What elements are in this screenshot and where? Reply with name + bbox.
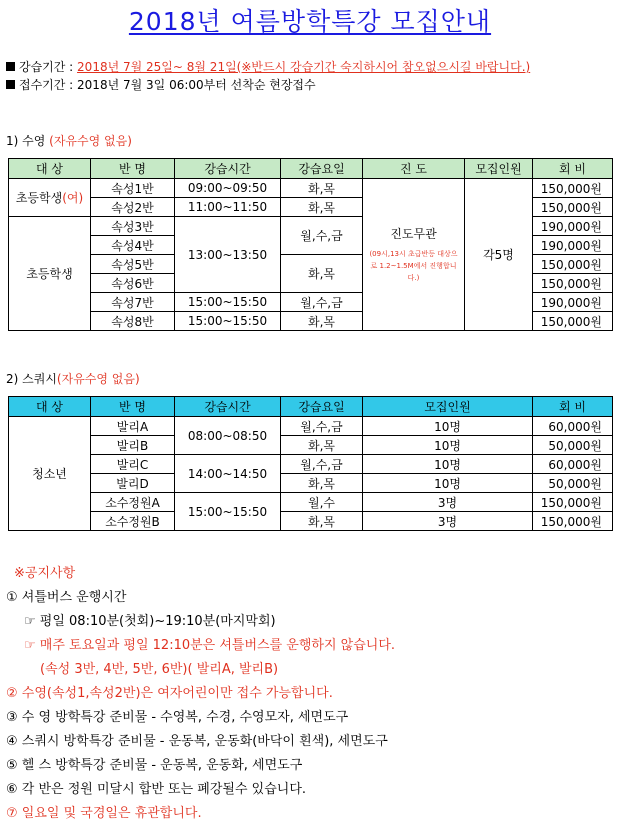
progress-cell: [363, 179, 465, 331]
progress-note: (09시,13시 초급반등 대상으로 1.2~1.5M에서 진행합니다.): [369, 250, 458, 282]
class-cell: 발리C: [91, 455, 175, 474]
fee-cell: 190,000원: [533, 217, 613, 236]
header-capacity: 모집인원: [363, 397, 533, 417]
notice-item-1b: ☞ 매주 토요일과 평일 12:10분은 셔틀버스를 운행하지 않습니다.: [24, 638, 396, 653]
class-cell: 속성8반: [91, 312, 175, 331]
fee-cell: 150,000원: [533, 255, 613, 274]
day-cell: 화,목: [281, 512, 363, 531]
squash-heading-text: 2) 스쿼시: [6, 372, 57, 386]
class-cell: 속성7반: [91, 293, 175, 312]
class-cell: 발리B: [91, 436, 175, 455]
bullet-square-icon: [6, 62, 15, 71]
fee-cell: 150,000원: [533, 179, 613, 198]
header-day: 강습요일: [281, 159, 363, 179]
swim-heading: [6, 132, 132, 149]
header-class: 반 명: [91, 397, 175, 417]
period-label: 강습기간 :: [19, 60, 78, 74]
day-cell: 화,목: [281, 312, 363, 331]
notice-item-7: ⑦ 일요일 및 국경일은 휴관합니다.: [6, 806, 202, 821]
table-row: [9, 417, 613, 436]
notice-item-1c: (속성 3반, 4반, 5반, 6반)( 발리A, 발리B): [40, 662, 279, 677]
table-row: [9, 512, 613, 531]
notice-item-4: ④ 스쿼시 방학특강 준비물 - 운동복, 운동화(바닥이 흰색), 세면도구: [6, 734, 388, 749]
class-cell: 속성1반: [91, 179, 175, 198]
period-line: [6, 58, 530, 75]
swim-table: [8, 158, 613, 331]
day-cell: 월,수,금: [281, 293, 363, 312]
table-row: [9, 179, 613, 198]
squash-table: [8, 396, 613, 531]
fee-cell: 190,000원: [533, 293, 613, 312]
notice-item-3: ③ 수 영 방학특강 준비물 - 수영복, 수경, 수영모자, 세면도구: [6, 710, 349, 725]
header-target: 대 상: [9, 397, 91, 417]
fee-cell: 60,000원: [533, 417, 613, 436]
progress-title: 진도무관: [390, 227, 437, 241]
table-row: [9, 474, 613, 493]
swim-header-row: [9, 159, 613, 179]
class-cell: 속성2반: [91, 198, 175, 217]
fee-cell: 50,000원: [533, 474, 613, 493]
capacity-cell: 3명: [363, 512, 533, 531]
fee-cell: 150,000원: [533, 512, 613, 531]
time-cell: 15:00~15:50: [175, 312, 281, 331]
squash-heading-note: (자유수영 없음): [56, 372, 140, 386]
squash-header-row: [9, 397, 613, 417]
table-row: [9, 436, 613, 455]
day-cell: 화,목: [281, 474, 363, 493]
capacity-cell: 10명: [363, 436, 533, 455]
day-cell: 월,수,금: [281, 217, 363, 255]
reception-line: [6, 76, 316, 93]
day-cell: 월,수,금: [281, 455, 363, 474]
swim-heading-text: 1) 수영: [6, 134, 50, 148]
notice-item-2: ② 수영(속성1,속성2반)은 여자어린이만 접수 가능합니다.: [6, 686, 333, 701]
time-cell: 08:00~08:50: [175, 417, 281, 455]
fee-cell: 60,000원: [533, 455, 613, 474]
header-progress: 진 도: [363, 159, 465, 179]
class-cell: 발리D: [91, 474, 175, 493]
period-value: 2018년 7월 25일~ 8월 21일(※반드시 강습기간 숙지하시어 참오없으시길 바랍니다.): [77, 60, 531, 74]
capacity-cell: 10명: [363, 474, 533, 493]
target-cell: 청소년: [9, 417, 91, 531]
header-target: 대 상: [9, 159, 91, 179]
target-text: 초등학생: [15, 191, 63, 205]
time-cell: 15:00~15:50: [175, 293, 281, 312]
capacity-cell: 각5명: [465, 179, 533, 331]
day-cell: 월,수: [281, 493, 363, 512]
header-fee: 회 비: [533, 397, 613, 417]
fee-cell: 150,000원: [533, 493, 613, 512]
swim-heading-note: (자유수영 없음): [49, 134, 132, 148]
day-cell: 화,목: [281, 198, 363, 217]
target-cell: [9, 179, 91, 217]
class-cell: 소수정원B: [91, 512, 175, 531]
target-cell: 초등학생: [9, 217, 91, 331]
fee-cell: 50,000원: [533, 436, 613, 455]
header-time: 강습시간: [175, 397, 281, 417]
header-day: 강습요일: [281, 397, 363, 417]
page-title: 2018년 여름방학특강 모집안내: [128, 7, 492, 36]
time-cell: 09:00~09:50: [175, 179, 281, 198]
fee-cell: 150,000원: [533, 312, 613, 331]
capacity-cell: 10명: [363, 455, 533, 474]
day-cell: 화,목: [281, 255, 363, 293]
class-cell: 속성6반: [91, 274, 175, 293]
class-cell: 속성3반: [91, 217, 175, 236]
class-cell: 속성5반: [91, 255, 175, 274]
notice-item-1a: ☞ 평일 08:10분(첫회)~19:10분(마지막회): [24, 614, 276, 629]
day-cell: 화,목: [281, 179, 363, 198]
header-capacity: 모집인원: [465, 159, 533, 179]
notice-heading: ※공지사항: [14, 566, 76, 581]
time-cell: 13:00~13:50: [175, 217, 281, 293]
header-time: 강습시간: [175, 159, 281, 179]
capacity-cell: 10명: [363, 417, 533, 436]
fee-cell: 190,000원: [533, 236, 613, 255]
header-class: 반 명: [91, 159, 175, 179]
fee-cell: 150,000원: [533, 198, 613, 217]
day-cell: 화,목: [281, 436, 363, 455]
day-cell: 월,수,금: [281, 417, 363, 436]
time-cell: 15:00~15:50: [175, 493, 281, 531]
time-cell: 11:00~11:50: [175, 198, 281, 217]
header-fee: 회 비: [533, 159, 613, 179]
class-cell: 소수정원A: [91, 493, 175, 512]
bullet-square-icon: [6, 80, 15, 89]
notice-item-6: ⑥ 각 반은 정원 미달시 합반 또는 폐강될수 있습니다.: [6, 782, 307, 797]
class-cell: 속성4반: [91, 236, 175, 255]
table-row: [9, 493, 613, 512]
class-cell: 발리A: [91, 417, 175, 436]
capacity-cell: 3명: [363, 493, 533, 512]
notice-item-5: ⑤ 헬 스 방학특강 준비물 - 운동복, 운동화, 세면도구: [6, 758, 303, 773]
squash-heading: [6, 370, 140, 387]
target-note: (여): [62, 191, 84, 205]
notice-item-1: ① 셔틀버스 운행시간: [6, 590, 127, 605]
time-cell: 14:00~14:50: [175, 455, 281, 493]
fee-cell: 150,000원: [533, 274, 613, 293]
table-row: [9, 455, 613, 474]
reception-text: 접수기간 : 2018년 7월 3일 06:00부터 선착순 현장접수: [19, 78, 316, 92]
